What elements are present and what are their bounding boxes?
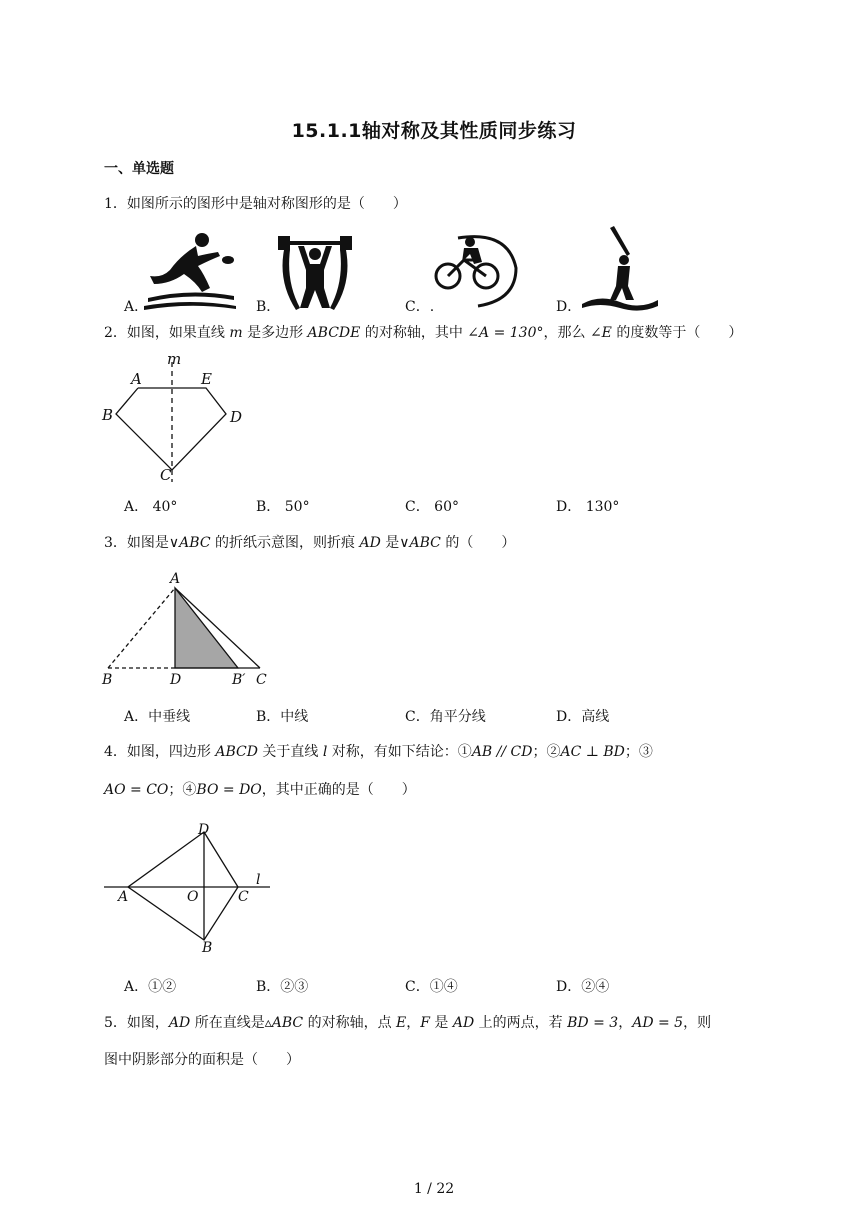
question-4-stem-line2: AO = CO；④BO = DO，其中正确的是（ ） <box>104 782 416 798</box>
q4-label-c: C <box>238 889 249 905</box>
question-2-stem: 2．如图，如果直线 m 是多边形 ABCDE 的对称轴，其中 ∠A = 130°，那么 ∠E 的度数等于（ ） <box>104 325 743 341</box>
question-4-stem: 4．如图，四边形 ABCD 关于直线 l 对称，有如下结论：①AB // CD；②AC ⊥ BD；③ <box>104 744 653 760</box>
q1-option-a: A． <box>124 299 149 315</box>
q3-option-a: A．中垂线 <box>124 709 191 725</box>
q1-option-d: D． <box>556 299 582 315</box>
q3-label-d: D <box>170 672 182 688</box>
q4-label-b: B <box>202 940 213 956</box>
q2-option-d: D． 130° <box>556 499 620 515</box>
q3-option-c: C．角平分线 <box>405 709 486 725</box>
q2-label-e: E <box>201 370 212 388</box>
q1-figure-b-weightlifter <box>278 232 354 312</box>
page-number: 1 / 22 <box>413 1181 455 1197</box>
q4-option-a: A．①② <box>124 979 177 995</box>
q2-label-a: A <box>131 370 142 388</box>
q2-label-m: m <box>167 350 182 368</box>
q2-label-b: B <box>102 406 114 424</box>
q2-label-d: D <box>230 408 243 426</box>
q3-option-b: B．中线 <box>256 709 309 725</box>
q3-label-a: A <box>170 571 181 587</box>
q2-option-a: A． 40° <box>124 499 178 515</box>
question-1-stem: 1．如图所示的图形中是轴对称图形的是（ ） <box>104 196 407 212</box>
q4-label-l: l <box>256 872 261 888</box>
q4-label-o: O <box>187 889 199 905</box>
q4-label-d: D <box>198 822 210 838</box>
q1-option-b: B． <box>256 299 281 315</box>
question-3-stem: 3．如图是∨ABC 的折纸示意图，则折痕 AD 是∨ABC 的（ ） <box>104 535 516 551</box>
question-5-stem: 5．如图，AD 所在直线是▵ABC 的对称轴，点 E，F 是 AD 上的两点，若 BD = 3，AD = 5，则 <box>104 1015 712 1031</box>
q3-fold-figure <box>98 568 278 690</box>
q2-option-c: C． 60° <box>405 499 459 515</box>
q3-label-b-prime: B′ <box>232 672 246 688</box>
q1-figure-a-volleyball <box>140 226 240 312</box>
q1-figure-c-cyclist <box>428 228 520 310</box>
q4-label-a: A <box>118 889 129 905</box>
q3-label-c: C <box>256 672 267 688</box>
q4-option-b: B．②③ <box>256 979 309 995</box>
q3-option-d: D．高线 <box>556 709 610 725</box>
q2-option-b: B． 50° <box>256 499 310 515</box>
question-5-stem-line2: 图中阴影部分的面积是（ ） <box>104 1052 300 1068</box>
q4-option-c: C．①④ <box>405 979 458 995</box>
q3-label-b: B <box>102 672 113 688</box>
q2-pentagon-figure <box>100 350 250 485</box>
q1-option-c: C．. <box>405 299 435 315</box>
page-title: 15.1.1轴对称及其性质同步练习 <box>291 120 577 142</box>
q4-option-d: D．②④ <box>556 979 610 995</box>
q1-figure-d-golfer <box>580 224 660 312</box>
q2-label-c: C <box>160 466 172 484</box>
q4-quadrilateral-figure <box>100 818 280 956</box>
section-heading: 一、单选题 <box>104 161 174 177</box>
